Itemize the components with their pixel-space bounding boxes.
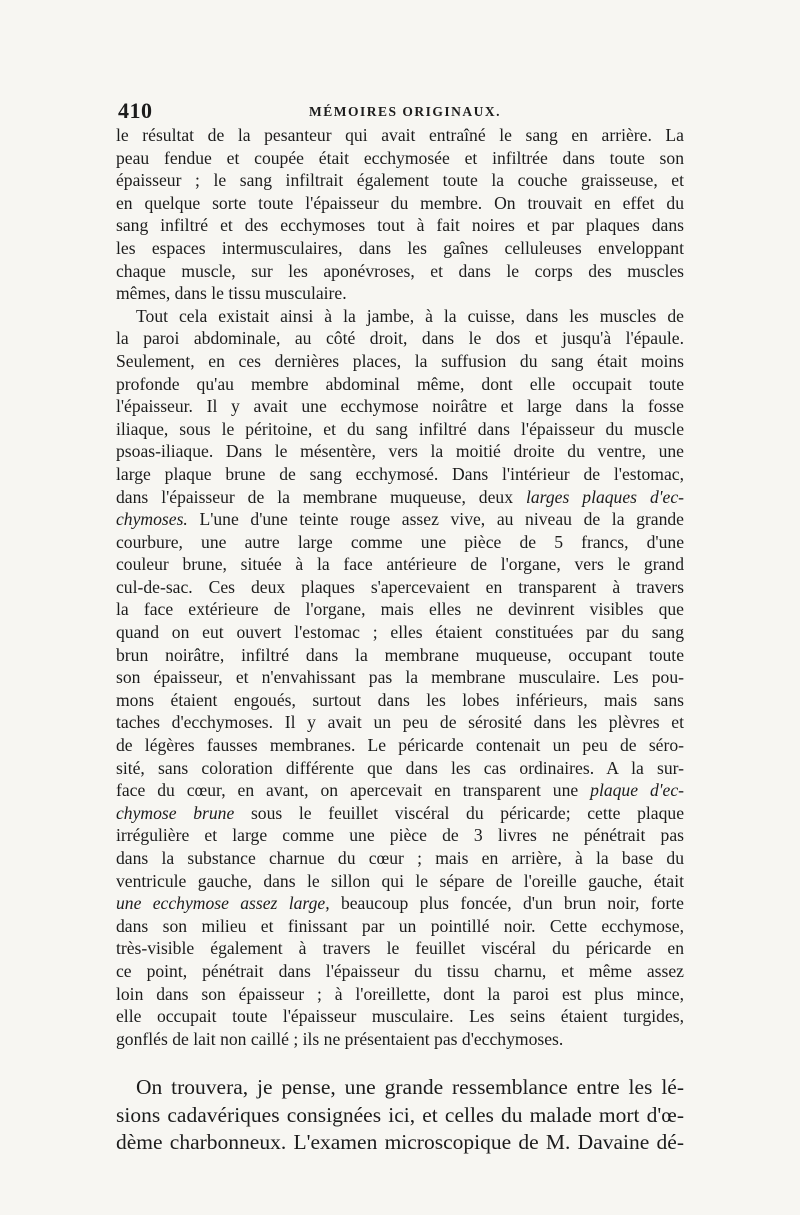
text-line bbox=[116, 779, 684, 802]
italic-segment: une ecchymose assez large, bbox=[116, 893, 330, 914]
italic-segment: plaque d'ec- bbox=[590, 780, 685, 801]
text-line: Tout cela existait ainsi à la jambe, à la cuisse, dans les muscles de bbox=[136, 305, 684, 326]
text-line bbox=[116, 486, 684, 509]
italic-segment: larges plaques d'ec- bbox=[525, 486, 684, 507]
text-line: la paroi abdominale, au côté droit, dans le dos et jusqu'à l'épaule. bbox=[116, 328, 684, 349]
text-segment: L'une d'une teinte rouge assez vive, au niveau de la grande bbox=[199, 509, 684, 530]
text-line: iliaque, sous le péritoine, et du sang infiltré dans l'épaisseur du muscle bbox=[116, 418, 684, 439]
text-line: dans son milieu et finissant par un pointillé noir. Cette ecchymose, bbox=[116, 915, 684, 936]
text-line: courbure, une autre large comme une pièce de 5 francs, d'une bbox=[116, 531, 684, 552]
text-line: gonflés de lait non caillé ; ils ne présentaient pas d'ecchymoses. bbox=[116, 1028, 564, 1049]
text-line bbox=[116, 508, 684, 531]
italic-segment: chymose brune bbox=[116, 802, 235, 823]
running-head: MÉMOIRES ORIGINAUX. bbox=[308, 104, 501, 119]
text-line: profonde qu'au membre abdominal même, dont elle occupait toute bbox=[116, 373, 684, 394]
text-line: loin dans son épaisseur ; à l'oreillette, dont la paroi est plus mince, bbox=[116, 983, 684, 1004]
text-segment: face du cœur, en avant, on apercevait en transparent une bbox=[116, 780, 579, 801]
page-number: 410 bbox=[118, 98, 153, 123]
text-line: sité, sans coloration différente que dans les cas ordinaires. A la sur- bbox=[116, 757, 684, 778]
text-line: chaque muscle, sur les aponévroses, et dans le corps des muscles bbox=[116, 260, 684, 281]
text-line: ventricule gauche, dans le sillon qui le sépare de l'oreille gauche, était bbox=[116, 870, 684, 891]
text-line: sang infiltré et des ecchymoses tout à fait noires et par plaques dans bbox=[116, 215, 684, 236]
text-line: brun noirâtre, infiltré dans la membrane muqueuse, occupant toute bbox=[116, 644, 684, 665]
text-line: très-visible également à travers le feuillet viscéral du péricarde en bbox=[116, 938, 684, 959]
large-text-line: On trouvera, je pense, une grande ressemblance entre les lé- bbox=[136, 1075, 684, 1099]
text-line: irrégulière et large comme une pièce de 3 livres ne pénétrait pas bbox=[116, 825, 684, 846]
text-segment: sous le feuillet viscéral du péricarde; cette plaque bbox=[250, 802, 684, 823]
large-text-line: dème charbonneux. L'examen microscopique de M. Davaine dé- bbox=[116, 1130, 684, 1155]
text-line: le résultat de la pesanteur qui avait entraîné le sang en arrière. La bbox=[116, 125, 684, 145]
text-line: son épaisseur, et n'envahissant pas la membrane musculaire. Les pou- bbox=[116, 667, 684, 688]
text-line bbox=[116, 892, 684, 915]
text-line: cul-de-sac. Ces deux plaques s'apercevaient en transparent à travers bbox=[116, 576, 684, 597]
text-line bbox=[116, 802, 684, 825]
text-line: ce point, pénétrait dans l'épaisseur du tissu charnu, et même assez bbox=[116, 960, 684, 981]
text-line: large plaque brune de sang ecchymosé. Dans l'intérieur de l'estomac, bbox=[116, 463, 684, 484]
text-line: épaisseur ; le sang infiltrait également toute la couche graisseuse, et bbox=[116, 170, 684, 191]
text-line: elle occupait toute l'épaisseur musculaire. Les seins étaient turgides, bbox=[116, 1006, 684, 1027]
text-line: Seulement, en ces dernières places, la suffusion du sang était moins bbox=[116, 350, 684, 371]
text-line: couleur brune, située à la face antérieure de l'organe, vers le grand bbox=[116, 554, 684, 575]
large-text-line: sions cadavériques consignées ici, et celles du malade mort d'œ- bbox=[116, 1102, 684, 1127]
text-line: psoas-iliaque. Dans le mésentère, vers la moitié droite du ventre, une bbox=[116, 441, 684, 462]
text-line: taches d'ecchymoses. Il y avait un peu de sérosité dans les plèvres et bbox=[116, 712, 684, 733]
body-text bbox=[116, 124, 684, 1050]
text-line: mêmes, dans le tissu musculaire. bbox=[116, 283, 347, 304]
text-line: dans la substance charnue du cœur ; mais en arrière, à la base du bbox=[116, 848, 684, 868]
text-line: quand on eut ouvert l'estomac ; elles étaient constituées par du sang bbox=[116, 622, 684, 643]
text-line: peau fendue et coupée était ecchymosée et infiltrée dans toute son bbox=[116, 147, 684, 168]
text-segment: beaucoup plus foncée, d'un brun noir, forte bbox=[340, 893, 684, 914]
text-line: la face extérieure de l'organe, mais elles ne devinrent visibles que bbox=[116, 599, 684, 620]
text-line: l'épaisseur. Il y avait une ecchymose noirâtre et large dans la fosse bbox=[116, 396, 684, 417]
text-segment: dans l'épaisseur de la membrane muqueuse, deux bbox=[116, 486, 514, 507]
page-header bbox=[110, 98, 700, 124]
text-line: en quelque sorte toute l'épaisseur du membre. On trouvait en effet du bbox=[116, 192, 684, 213]
text-line: de légères fausses membranes. Le péricarde contenait un peu de séro- bbox=[116, 735, 684, 756]
italic-segment: chymoses. bbox=[116, 509, 188, 530]
text-line: les espaces intermusculaires, dans les gaînes celluleuses enveloppant bbox=[116, 237, 684, 258]
large-print-paragraph bbox=[116, 1074, 684, 1157]
text-line: mons étaient engoués, surtout dans les lobes inférieurs, mais sans bbox=[116, 689, 684, 710]
